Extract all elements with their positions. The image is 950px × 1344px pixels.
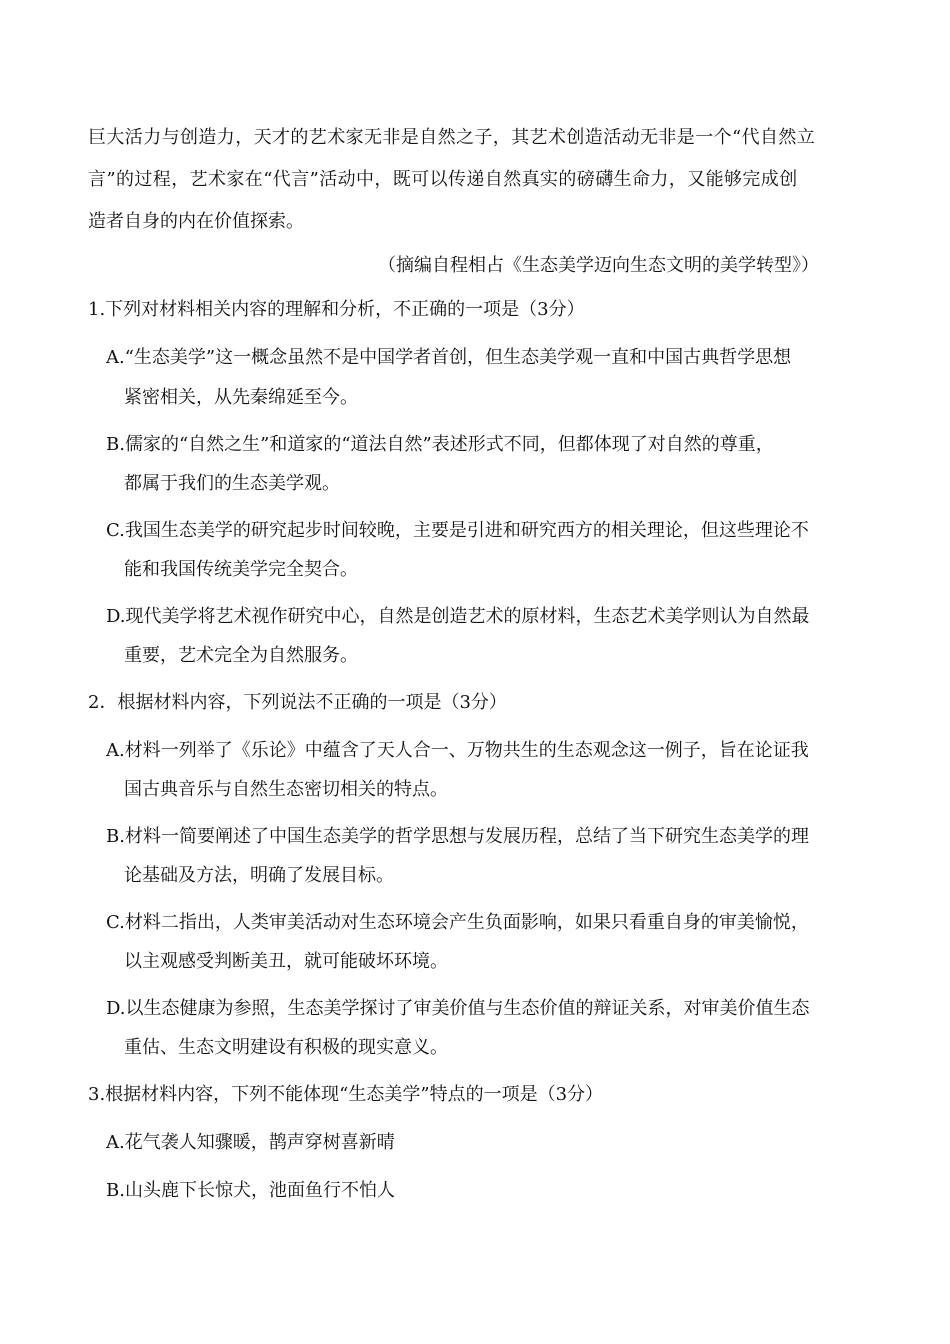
q3-option-a: A.花气袭人知骤暖，鹊声穿树喜新晴	[106, 1132, 395, 1153]
q2-option-a-line1: A.材料一列举了《乐论》中蕴含了天人合一、万物共生的生态观念这一例子，旨在论证我	[106, 740, 809, 761]
question-2-stem: 2．根据材料内容，下列说法不正确的一项是（3分）	[88, 692, 507, 713]
passage-line-2: 言”的过程，艺术家在“代言”活动中，既可以传递自然真实的磅礴生命力，又能够完成创	[88, 169, 798, 190]
question-1-stem: 1.下列对材料相关内容的理解和分析，不正确的一项是（3分）	[88, 299, 585, 320]
q3-option-b: B.山头鹿下长惊犬，池面鱼行不怕人	[106, 1180, 395, 1201]
q1-option-c-line1: C.我国生态美学的研究起步时间较晚，主要是引进和研究西方的相关理论，但这些理论不	[106, 520, 809, 541]
passage-line-3: 造者自身的内在价值探索。	[88, 211, 304, 232]
q1-option-c-line2: 能和我国传统美学完全契合。	[124, 559, 358, 580]
q2-option-b-line1: B.材料一简要阐述了中国生态美学的哲学思想与发展历程，总结了当下研究生态美学的理	[106, 826, 809, 847]
q2-option-a-line2: 国古典音乐与自然生态密切相关的特点。	[124, 779, 448, 800]
q1-option-d-line1: D.现代美学将艺术视作研究中心，自然是创造艺术的原材料，生态艺术美学则认为自然最	[106, 606, 810, 627]
q1-option-a-line1: A.“生态美学”这一概念虽然不是中国学者首创，但生态美学观一直和中国古典哲学思想	[106, 347, 792, 368]
passage-line-1: 巨大活力与创造力，天才的艺术家无非是自然之子，其艺术创造活动无非是一个“代自然立	[88, 127, 816, 148]
passage-source: （摘编自程相占《生态美学迈向生态文明的美学转型》）	[378, 255, 819, 276]
q2-option-c-line1: C.材料二指出，人类审美活动对生态环境会产生负面影响，如果只看重自身的审美愉悦，	[106, 912, 809, 933]
q2-option-b-line2: 论基础及方法，明确了发展目标。	[124, 865, 394, 886]
q1-option-b-line2: 都属于我们的生态美学观。	[124, 473, 340, 494]
q1-option-b-line1: B.儒家的“自然之生”和道家的“道法自然”表述形式不同，但都体现了对自然的尊重，	[106, 434, 774, 455]
q1-option-d-line2: 重要，艺术完全为自然服务。	[124, 645, 358, 666]
q2-option-d-line2: 重估、生态文明建设有积极的现实意义。	[124, 1037, 448, 1058]
question-3-stem: 3.根据材料内容，下列不能体现“生态美学”特点的一项是（3分）	[88, 1084, 604, 1105]
q2-option-c-line2: 以主观感受判断美丑，就可能破坏环境。	[124, 951, 448, 972]
q1-option-a-line2: 紧密相关，从先秦绵延至今。	[124, 387, 358, 408]
q2-option-d-line1: D.以生态健康为参照，生态美学探讨了审美价值与生态价值的辩证关系，对审美价值生态	[106, 998, 810, 1019]
